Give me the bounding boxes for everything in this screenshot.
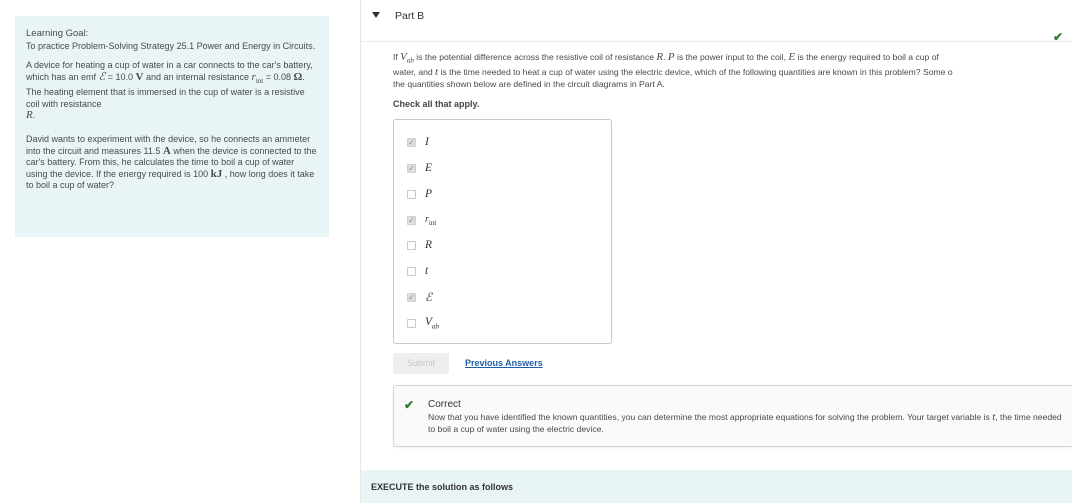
- checkbox-checked[interactable]: ✓: [408, 137, 415, 147]
- option-R[interactable]: R: [407, 238, 432, 252]
- option-t[interactable]: t: [407, 264, 428, 278]
- answer-options-box: [393, 119, 612, 344]
- checkbox-unchecked[interactable]: [407, 267, 416, 276]
- option-V-ab[interactable]: $V_{ab}$: [407, 316, 439, 330]
- checkbox-checked[interactable]: ✓: [408, 292, 415, 302]
- checkmark-icon: ✔: [1053, 30, 1064, 44]
- checkmark-icon: ✔: [404, 398, 415, 412]
- option-I[interactable]: ✓ I: [408, 136, 429, 148]
- checkbox-checked[interactable]: ✓: [408, 215, 415, 225]
- option-r-int[interactable]: ✓ $r_{int}$: [408, 213, 437, 227]
- option-emf[interactable]: ✓ ℰ: [408, 292, 432, 304]
- instruction-text: Check all that apply.: [393, 99, 480, 109]
- question-text: If $V_{ab}$ is the potential difference across the resistive coil of resistance R. P is the power input to the coil, E is the energy required to boil a cup of water, and t is the time needed to heat a cup of water using the electric device, which of the following quantities are known in this problem? Some o the quantities shown below are defined in the circuit diagrams in Part A.: [393, 51, 953, 89]
- feedback-text: Now that you have identified the known quantities, you can determine the most appropriate equations for solving the problem. Your target variable is t, the time needed to boil a cup of water using the electric device.: [428, 411, 1062, 434]
- execute-section-header[interactable]: [361, 470, 1072, 503]
- execute-label: EXECUTE the solution as follows: [371, 482, 514, 492]
- part-label[interactable]: Part B: [395, 10, 425, 22]
- checkbox-unchecked[interactable]: [407, 241, 416, 250]
- submit-button[interactable]: Submit: [393, 353, 449, 374]
- learning-goal-text: To practice Problem-Solving Strategy 25.1 Power and Energy in Circuits.: [26, 40, 316, 51]
- caret-down-icon[interactable]: [372, 12, 380, 18]
- column-divider: [360, 0, 361, 503]
- checkbox-unchecked[interactable]: [407, 319, 416, 328]
- option-E[interactable]: ✓ E: [408, 162, 433, 174]
- feedback-title: Correct: [428, 399, 461, 410]
- feedback-box: [393, 385, 1072, 447]
- problem-paragraph-2: David wants to experiment with the device, so he connects an ammeter into the circuit and measures 11.5 A when the device is connected to the car's battery. From this, he calculates the time to boil a cup of water using the device. If the energy required is 100 kJ , how long does it take to boil a cup of water?: [26, 133, 317, 191]
- checkbox-unchecked[interactable]: [407, 190, 416, 199]
- option-P[interactable]: P: [407, 187, 432, 201]
- learning-goal-title: Learning Goal:: [26, 28, 89, 39]
- checkbox-checked[interactable]: ✓: [408, 163, 415, 173]
- part-b-header[interactable]: [361, 0, 1072, 42]
- learning-goal-panel: [15, 16, 329, 237]
- previous-answers-link[interactable]: Previous Answers: [465, 358, 543, 368]
- problem-paragraph-1: A device for heating a cup of water in a car connects to the car's battery, which has an emf ℰ = 10.0 V and an internal resistance $r_{int} = 0.08$ Ω. The heating element that is immersed in the cup of water is a resistive coil with resistance R.: [26, 60, 313, 122]
